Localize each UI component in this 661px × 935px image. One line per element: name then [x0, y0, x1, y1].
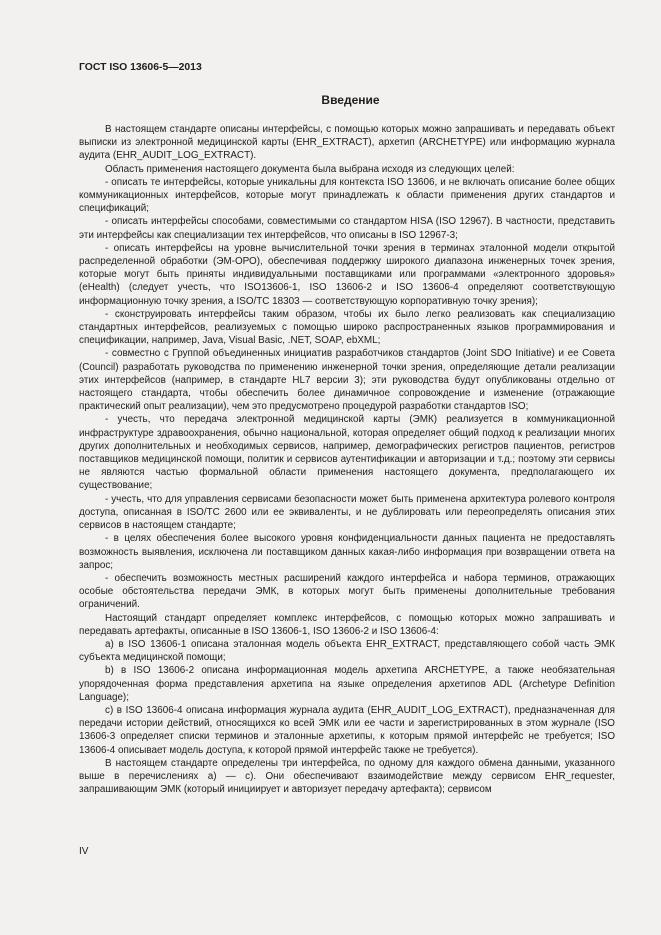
list-item: - описать интерфейсы на уровне вычислительной точки зрения в терминах эталонной модели открытой распределенной обработки (ЭМ-ОРО), обеспечивая поддержку широкого диапазона инженерных точек зрения, которые могут быть приняты индивидуальными поставщиками или программами «электронного здоровья» (eHealth) (следует учесть, что ISO13606-1, ISO 13606-2 и ISO 13606-4 определяют соответствующую информационную точку зрения, а ISO/TC 18303 — соответствующую корпоративную точку зрения);: [79, 242, 615, 307]
paragraph: В настоящем стандарте определены три интерфейса, по одному для каждого обмена данными, указанного выше в перечислениях а) — с). Они обеспечивают взаимодействие между сервисом EHR_requester, запрашивающим ЭМК (который инициирует и авторизует передачу артефакта); сервисом: [79, 757, 615, 796]
list-item: а) в ISO 13606-1 описана эталонная модель объекта EHR_EXTRACT, представляющего собой часть ЭМК субъекта медицинской помощи;: [79, 638, 615, 664]
list-item: - учесть, что передача электронной медицинской карты (ЭМК) реализуется в коммуникационной инфраструктуре здравоохранения, обычно национальной, которая определяет общий подход к реализации многих других дополнительных и необходимых сервисов, например, демографических регистров пациентов, регистров поставщиков медицинской помощи, политик и сервисов аутентификации и авторизации и т.д.; поэтому эти сервисы не являются частью формальной области применения настоящего документа, предполагающего их существование;: [79, 414, 615, 492]
list-item: с) в ISO 13606-4 описана информация журнала аудита (EHR_AUDIT_LOG_EXTRACT), предназначенная для передачи истории действий, относящихся ко всей ЭМК или ее части и зарегистрированных в этом журнале (ISO 13606-3 определяет списки терминов и эталонные архетипы, к которым прямой интерфейс не требуется; ISO 13606-4 описывает модель доступа, к которой прямой интерфейс также не требуется).: [79, 704, 615, 756]
list-item: - сконструировать интерфейсы таким образом, чтобы их было легко реализовать как специализацию стандартных интерфейсов, реализуемых с помощью широко распространенных языков программирования и спецификации, например, Java, Visual Basic, .NET, SOAP, ebXML;: [79, 308, 615, 347]
list-item: - учесть, что для управления сервисами безопасности может быть применена архитектура ролевого контроля доступа, описанная в ISO/TC 2600 или ее эквиваленты, и не дублировать или переопределять описания этих сервисов в настоящем стандарте;: [79, 493, 615, 532]
list-item: - описать те интерфейсы, которые уникальны для контекста ISO 13606, и не включать описание более общих коммуникационных интерфейсов, которые могут принадлежать к области применения других стандартов и спецификаций;: [79, 176, 615, 215]
document-header: ГОСТ ISO 13606-5—2013: [79, 62, 202, 73]
document-body: [79, 123, 615, 796]
page-number: IV: [79, 846, 89, 857]
list-item: - совместно с Группой объединенных инициатив разработчиков стандартов (Joint SDO Initiative) и ее Совета (Council) разработать руководства по применению инженерной точки зрения, определяющие детали реализации этих интерфейсов (например, в стандарте HL7 версии 3); эти руководства будут опубликованы отдельно от настоящего стандарта, чтобы обеспечить более динамичное сопровождение и изменение (отражающие практический опыт реализации), чем это предусмотрено процедурой разработки стандартов ISO;: [79, 348, 615, 413]
paragraph: Область применения настоящего документа была выбрана исходя из следующих целей:: [105, 163, 515, 175]
paragraph: Настоящий стандарт определяет комплекс интерфейсов, с помощью которых можно запрашивать и передавать артефакты, описанные в ISO 13606-1, ISO 13606-2 и ISO 13606-4:: [79, 612, 615, 637]
section-title: Введение: [321, 93, 380, 107]
list-item: b) в ISO 13606-2 описана информационная модель архетипа ARCHETYPE, а также необязательная упорядоченная форма представления архетипа на языке определения архетипов ADL (Archetype Definition Language);: [79, 665, 615, 703]
paragraph: В настоящем стандарте описаны интерфейсы, с помощью которых можно запрашивать и передавать объект выписки из электронной медицинской карты (EHR_EXTRACT), архетип (ARCHETYPE) или информацию журнала аудита (EHR_AUDIT_LOG_EXTRACT).: [79, 124, 615, 162]
list-item: - обеспечить возможность местных расширений каждого интерфейса и набора терминов, отражающих особые обстоятельства передачи ЭМК, в которых могут быть применены дополнительные требования ограничений.: [79, 572, 615, 611]
list-item: - описать интерфейсы способами, совместимыми со стандартом HISA (ISO 12967). В частности, представить эти интерфейсы как специализации тех интерфейсов, что описаны в ISO 12967-3;: [79, 216, 615, 241]
list-item: - в целях обеспечения более высокого уровня конфиденциальности данных пациента не предоставлять возможность выявления, исключена ли поставщиком данных какая-либо информация при возвращении ответа на запрос;: [79, 533, 615, 571]
